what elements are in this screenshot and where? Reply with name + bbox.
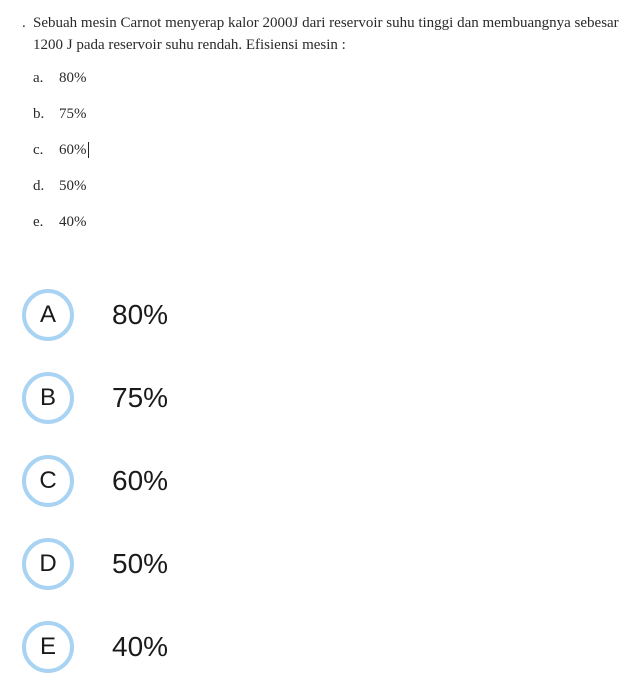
answer-label[interactable]: 75% <box>112 382 169 413</box>
answer-option-c[interactable] <box>22 450 322 512</box>
inline-option-value: 75% <box>59 106 87 122</box>
answer-label[interactable]: 50% <box>112 548 169 579</box>
inline-option-e <box>33 214 89 250</box>
inline-option-letter: c. <box>33 142 44 158</box>
answer-letter-circle[interactable]: D <box>22 538 74 590</box>
answer-option-b[interactable] <box>22 367 322 429</box>
answer-label[interactable]: 60% <box>112 465 169 496</box>
question-text: Sebuah mesin Carnot menyerap kalor 2000J dari reservoir suhu tinggi dan membuangnya sebesar 1200 J pada reservoir suhu rendah. Efisiensi mesin : <box>33 15 619 53</box>
inline-option-c <box>33 142 89 178</box>
inline-option-value: 80% <box>59 70 87 86</box>
question-bullet: . <box>22 15 26 31</box>
answer-letter-circle[interactable]: E <box>22 621 74 673</box>
answer-letter-circle[interactable]: A <box>22 289 74 341</box>
inline-option-value: 50% <box>59 178 87 194</box>
question-block <box>22 12 624 56</box>
inline-option-b <box>33 106 89 142</box>
inline-option-value: 40% <box>59 214 87 230</box>
answer-option-d[interactable] <box>22 533 322 595</box>
inline-option-d <box>33 178 89 214</box>
text-cursor <box>88 142 89 158</box>
answer-option-e[interactable] <box>22 616 322 678</box>
answer-label[interactable]: 40% <box>112 631 169 662</box>
answer-label[interactable]: 80% <box>112 299 169 330</box>
inline-option-letter: a. <box>33 70 44 86</box>
answer-letter-circle[interactable]: B <box>22 372 74 424</box>
inline-option-letter: b. <box>33 106 45 122</box>
inline-options-list <box>33 70 89 250</box>
inline-option-letter: d. <box>33 178 45 194</box>
inline-option-a <box>33 70 89 106</box>
answer-letter-circle[interactable]: C <box>22 455 74 507</box>
inline-option-letter: e. <box>33 214 44 230</box>
inline-option-value: 60% <box>59 142 87 158</box>
answer-option-a[interactable] <box>22 284 322 346</box>
